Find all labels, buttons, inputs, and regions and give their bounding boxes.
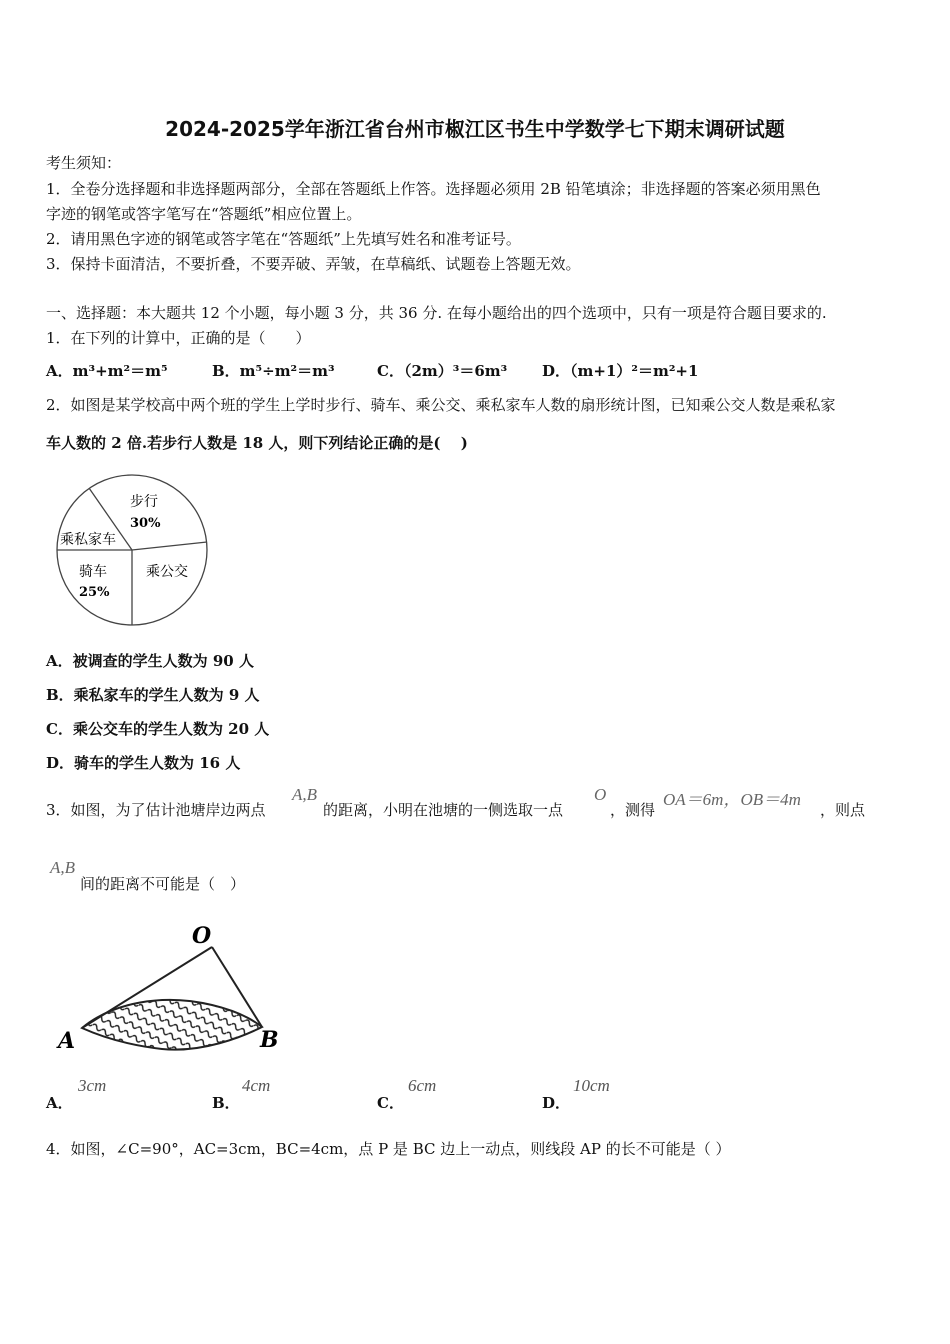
- q3-option-a-value: 3cm: [78, 1076, 107, 1095]
- q3-stem-post: ，则点: [820, 801, 866, 819]
- pie-chart: [54, 472, 210, 628]
- q3-option-d-label: D．: [542, 1094, 571, 1112]
- q3-option-c-value: 6cm: [408, 1076, 437, 1095]
- q2-option-d: D．骑车的学生人数为 16 人: [46, 754, 241, 772]
- q3-option-a-label: A．: [46, 1094, 73, 1112]
- page-title: 2024-2025学年浙江省台州市椒江区书生中学数学七下期末调研试题: [165, 117, 785, 141]
- notice-line-3: 3．保持卡面清洁，不要折叠，不要弄破、弄皱，在草稿纸、试题卷上答题无效。: [46, 255, 581, 273]
- pie-divider-2: [132, 542, 207, 550]
- pie-label-car: 乘私家车: [60, 532, 116, 548]
- notice-line-2: 2．请用黑色字迹的钢笔或答字笔在“答题纸”上先填写姓名和准考证号。: [46, 230, 521, 248]
- q3-option-b-label: B．: [212, 1094, 240, 1112]
- q1-option-c: C．（2m）³＝6m³: [377, 362, 508, 380]
- section-heading: 一、选择题：本大题共 12 个小题，每小题 3 分，共 36 分. 在每小题给出的四个选项中，只有一项是符合题目要求的.: [46, 304, 827, 322]
- pie-label-bike: 骑车: [79, 564, 107, 580]
- notice-line-1b: 字迹的钢笔或答字笔写在“答题纸”相应位置上。: [46, 205, 362, 223]
- notice-line-1a: 1．全卷分选择题和非选择题两部分，全部在答题纸上作答。选择题必须用 2B 铅笔填涂；非选择题的答案必须用黑色: [46, 180, 821, 198]
- q3-option-d-value: 10cm: [573, 1076, 610, 1095]
- q3-points-ab: A,B: [292, 785, 318, 804]
- q1-option-d: D．（m+1）²＝m²+1: [542, 362, 699, 380]
- pie-pct-bike: 25%: [79, 585, 110, 600]
- q3-point-o: O: [594, 785, 607, 804]
- q2-option-a: A．被调查的学生人数为 90 人: [46, 652, 254, 670]
- q3-points-ab-2: A,B: [50, 858, 76, 877]
- q3-stem-mid1: 的距离，小明在池塘的一侧选取一点: [323, 801, 564, 819]
- q4-stem: 4．如图，∠C=90°，AC=3cm，BC=4cm，点 P 是 BC 边上一动点，则线段 AP 的长不可能是（ ）: [46, 1140, 731, 1158]
- q2-option-c: C．乘公交车的学生人数为 20 人: [46, 720, 270, 738]
- label-b: B: [260, 1027, 279, 1053]
- pond-figure: [52, 915, 292, 1060]
- pond-shape: [82, 1000, 262, 1050]
- q2-option-b: B．乘私家车的学生人数为 9 人: [46, 686, 260, 704]
- pie-pct-walk: 30%: [130, 516, 161, 531]
- q2-stem-2: 车人数的 2 倍.若步行人数是 18 人，则下列结论正确的是( ): [46, 434, 468, 452]
- pie-label-walk: 步行: [130, 494, 158, 510]
- q2-stem-1: 2．如图是某学校高中两个班的学生上学时步行、骑车、乘公交、乘私家车人数的扇形统计图，已知乘公交人数是乘私家: [46, 396, 836, 414]
- q3-option-c-label: C．: [377, 1094, 404, 1112]
- pie-label-bus: 乘公交: [146, 564, 188, 580]
- label-a: A: [58, 1028, 76, 1054]
- q3-given: OA＝6m，OB＝4m: [663, 790, 801, 809]
- q3-stem-pre: 3．如图，为了估计池塘岸边两点: [46, 801, 266, 819]
- q3-option-b-value: 4cm: [242, 1076, 271, 1095]
- label-o: O: [192, 923, 212, 949]
- q1-option-b: B．m⁵÷m²＝m³: [212, 362, 335, 380]
- q1-stem: 1．在下列的计算中，正确的是（ ）: [46, 329, 311, 347]
- q3-stem-mid2: ，测得: [610, 801, 656, 819]
- notice-heading: 考生须知：: [46, 154, 122, 172]
- q3-stem-line2: 间的距离不可能是（ ）: [80, 875, 246, 893]
- q1-option-a: A．m³+m²＝m⁵: [46, 362, 168, 380]
